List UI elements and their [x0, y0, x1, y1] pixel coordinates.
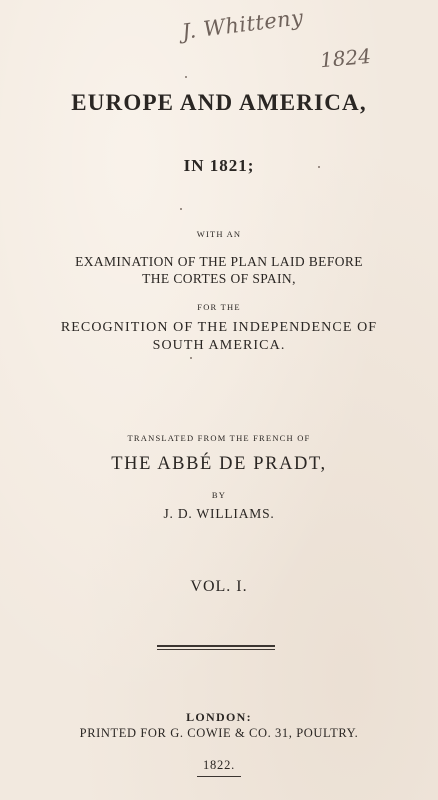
- examination-line-1: EXAMINATION OF THE PLAN LAID BEFORE: [75, 254, 363, 269]
- volume-label: VOL. I.: [190, 578, 248, 595]
- handwritten-signature: [180, 5, 382, 76]
- book-subtitle: IN 1821;: [183, 156, 255, 175]
- paper-speck: [185, 76, 187, 78]
- examination-line-2: THE CORTES OF SPAIN,: [142, 271, 296, 286]
- translated-from-label: TRANSLATED FROM THE FRENCH OF: [127, 433, 311, 443]
- recognition-line-2: SOUTH AMERICA.: [152, 338, 286, 353]
- paper-speck: [190, 357, 192, 359]
- signature-year: 1824: [319, 43, 372, 73]
- double-rule-thick: [157, 645, 275, 647]
- book-title: EUROPE AND AMERICA,: [71, 90, 367, 115]
- with-an-label: WITH AN: [196, 229, 242, 239]
- imprint-city: LONDON:: [186, 710, 252, 724]
- by-label: BY: [211, 490, 227, 500]
- signature-name: J. Whitteny: [180, 5, 305, 44]
- for-the-label: FOR THE: [197, 302, 241, 312]
- imprint-year: 1822.: [202, 758, 236, 772]
- double-rule-thin: [157, 649, 275, 650]
- imprint-printer: PRINTED FOR G. COWIE & CO. 31, POULTRY.: [79, 726, 359, 740]
- recognition-line-1: RECOGNITION OF THE INDEPENDENCE OF: [60, 320, 378, 335]
- translator-name: J. D. WILLIAMS.: [163, 506, 275, 521]
- author-name: THE ABBÉ DE PRADT,: [111, 454, 327, 474]
- year-rule: [197, 776, 241, 777]
- paper-speck: [180, 208, 182, 210]
- paper-speck: [318, 166, 320, 168]
